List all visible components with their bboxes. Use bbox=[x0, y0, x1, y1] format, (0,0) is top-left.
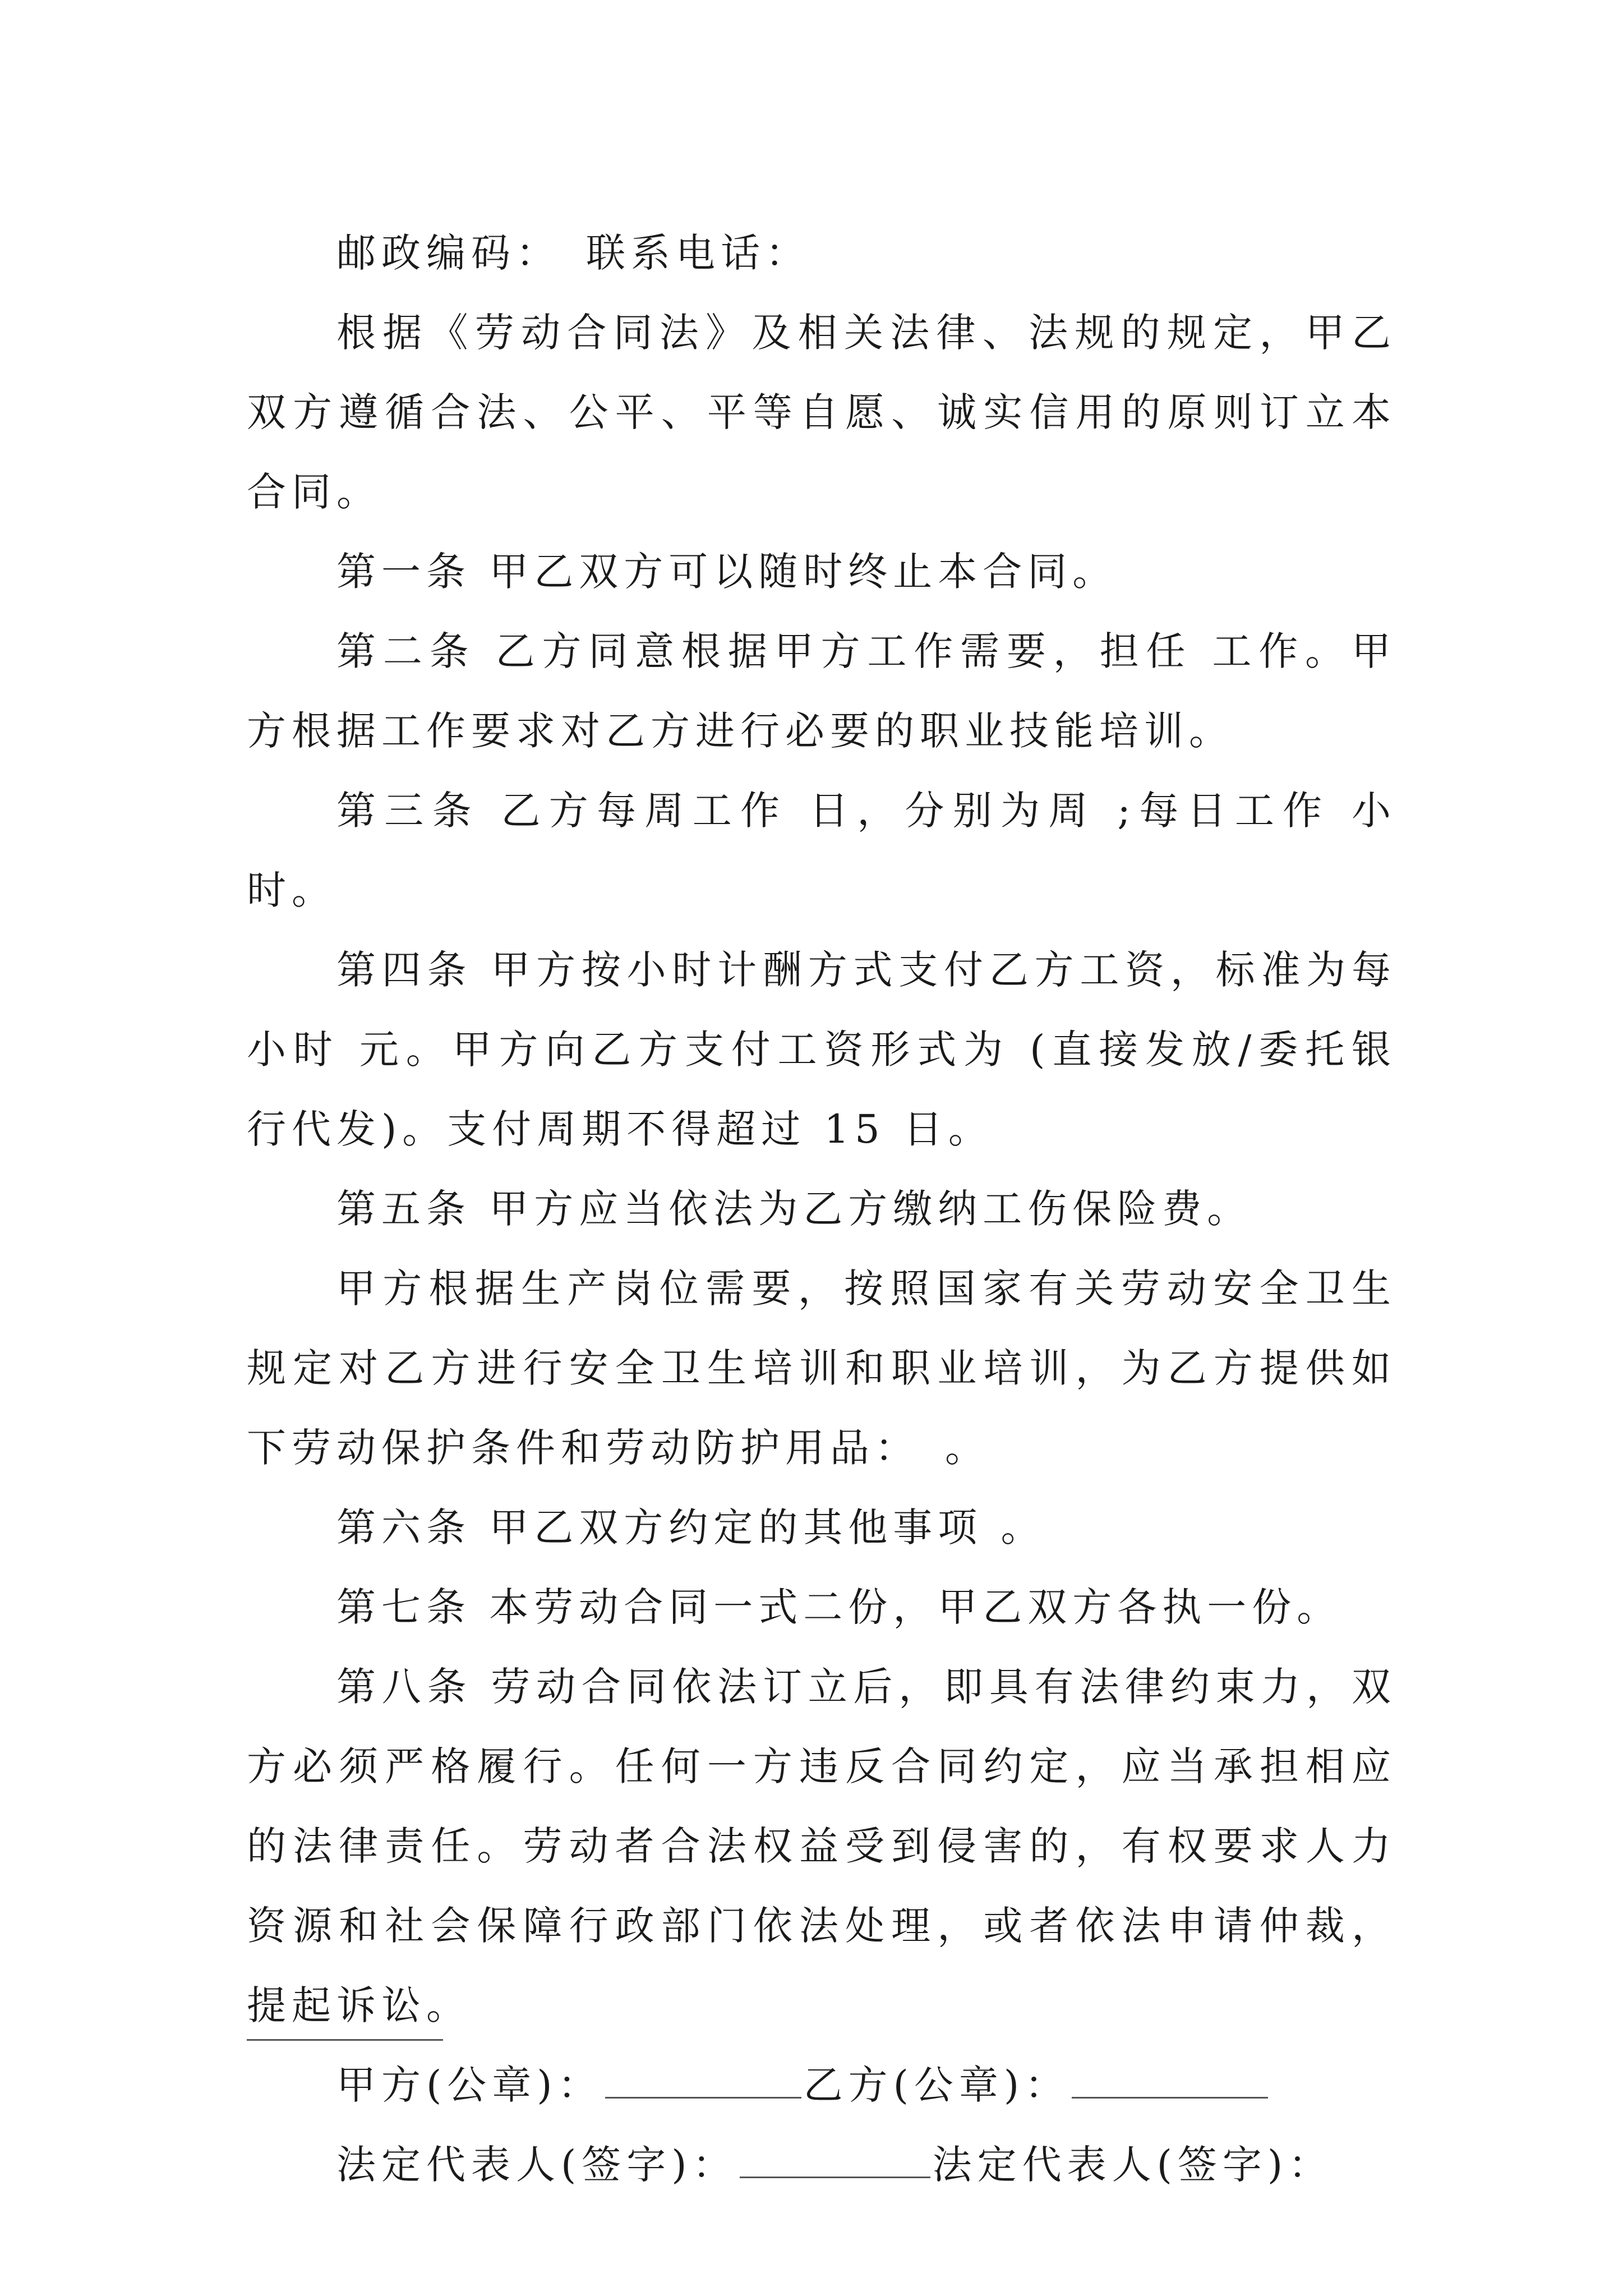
preamble-paragraph: 根据《劳动合同法》及相关法律、法规的规定，甲乙双方遵循合法、公平、平等自愿、诚实信用的原则订立本合同。 bbox=[247, 310, 1396, 515]
article-4: 第四条 甲方按小时计酬方式支付乙方工资，标准为每小时 元。甲方向乙方支付工资形式为 (直接发放/委托银行代发)。支付周期不得超过 15 日。 bbox=[247, 947, 1396, 1152]
party-b-seal-label: 乙方(公章)： bbox=[803, 2062, 1070, 2108]
postal-contact-line: 邮政编码： 联系电话： bbox=[336, 230, 810, 276]
seal-signature-row bbox=[247, 2045, 1396, 2125]
party-a-rep-blank[interactable] bbox=[740, 2143, 930, 2178]
safety-training-paragraph: 甲方根据生产岗位需要，按照国家有关劳动安全卫生规定对乙方进行安全卫生培训和职业培训，为乙方提供如下劳动保护条件和劳动防护用品： 。 bbox=[247, 1266, 1396, 1471]
party-a-seal-blank[interactable] bbox=[605, 2063, 801, 2099]
article-5: 第五条 甲方应当依法为乙方缴纳工伤保险费。 bbox=[336, 1186, 1252, 1232]
article-1: 第一条 甲乙双方可以随时终止本合同。 bbox=[336, 549, 1118, 595]
article-6: 第六条 甲乙双方约定的其他事项 。 bbox=[336, 1504, 1046, 1550]
article-2: 第二条 乙方同意根据甲方工作需要，担任 工作。甲方根据工作要求对乙方进行必要的职业技能培训。 bbox=[247, 628, 1396, 754]
party-a-seal-label: 甲方(公章)： bbox=[336, 2062, 603, 2108]
article-7: 第七条 本劳动合同一式二份，甲乙双方各执一份。 bbox=[336, 1584, 1342, 1630]
party-a-rep-label: 法定代表人(签字)： bbox=[336, 2142, 737, 2188]
article-8: 第八条 劳动合同依法订立后，即具有法律约束力，双方必须严格履行。任何一方违反合同约定，应当承担相应的法律责任。劳动者合法权益受到侵害的，有权要求人力资源和社会保障行政部门依法处理，或者依法申请仲裁，提起诉讼。 bbox=[247, 1664, 1396, 2028]
contract-body bbox=[247, 213, 1396, 2205]
party-b-rep-label: 法定代表人(签字)： bbox=[932, 2142, 1334, 2188]
party-b-seal-blank[interactable] bbox=[1072, 2063, 1268, 2099]
party-b-rep-blank[interactable] bbox=[247, 2039, 443, 2041]
rep-signature-row bbox=[247, 2125, 1396, 2205]
article-3: 第三条 乙方每周工作 日，分别为周 ;每日工作 小时。 bbox=[247, 788, 1396, 913]
